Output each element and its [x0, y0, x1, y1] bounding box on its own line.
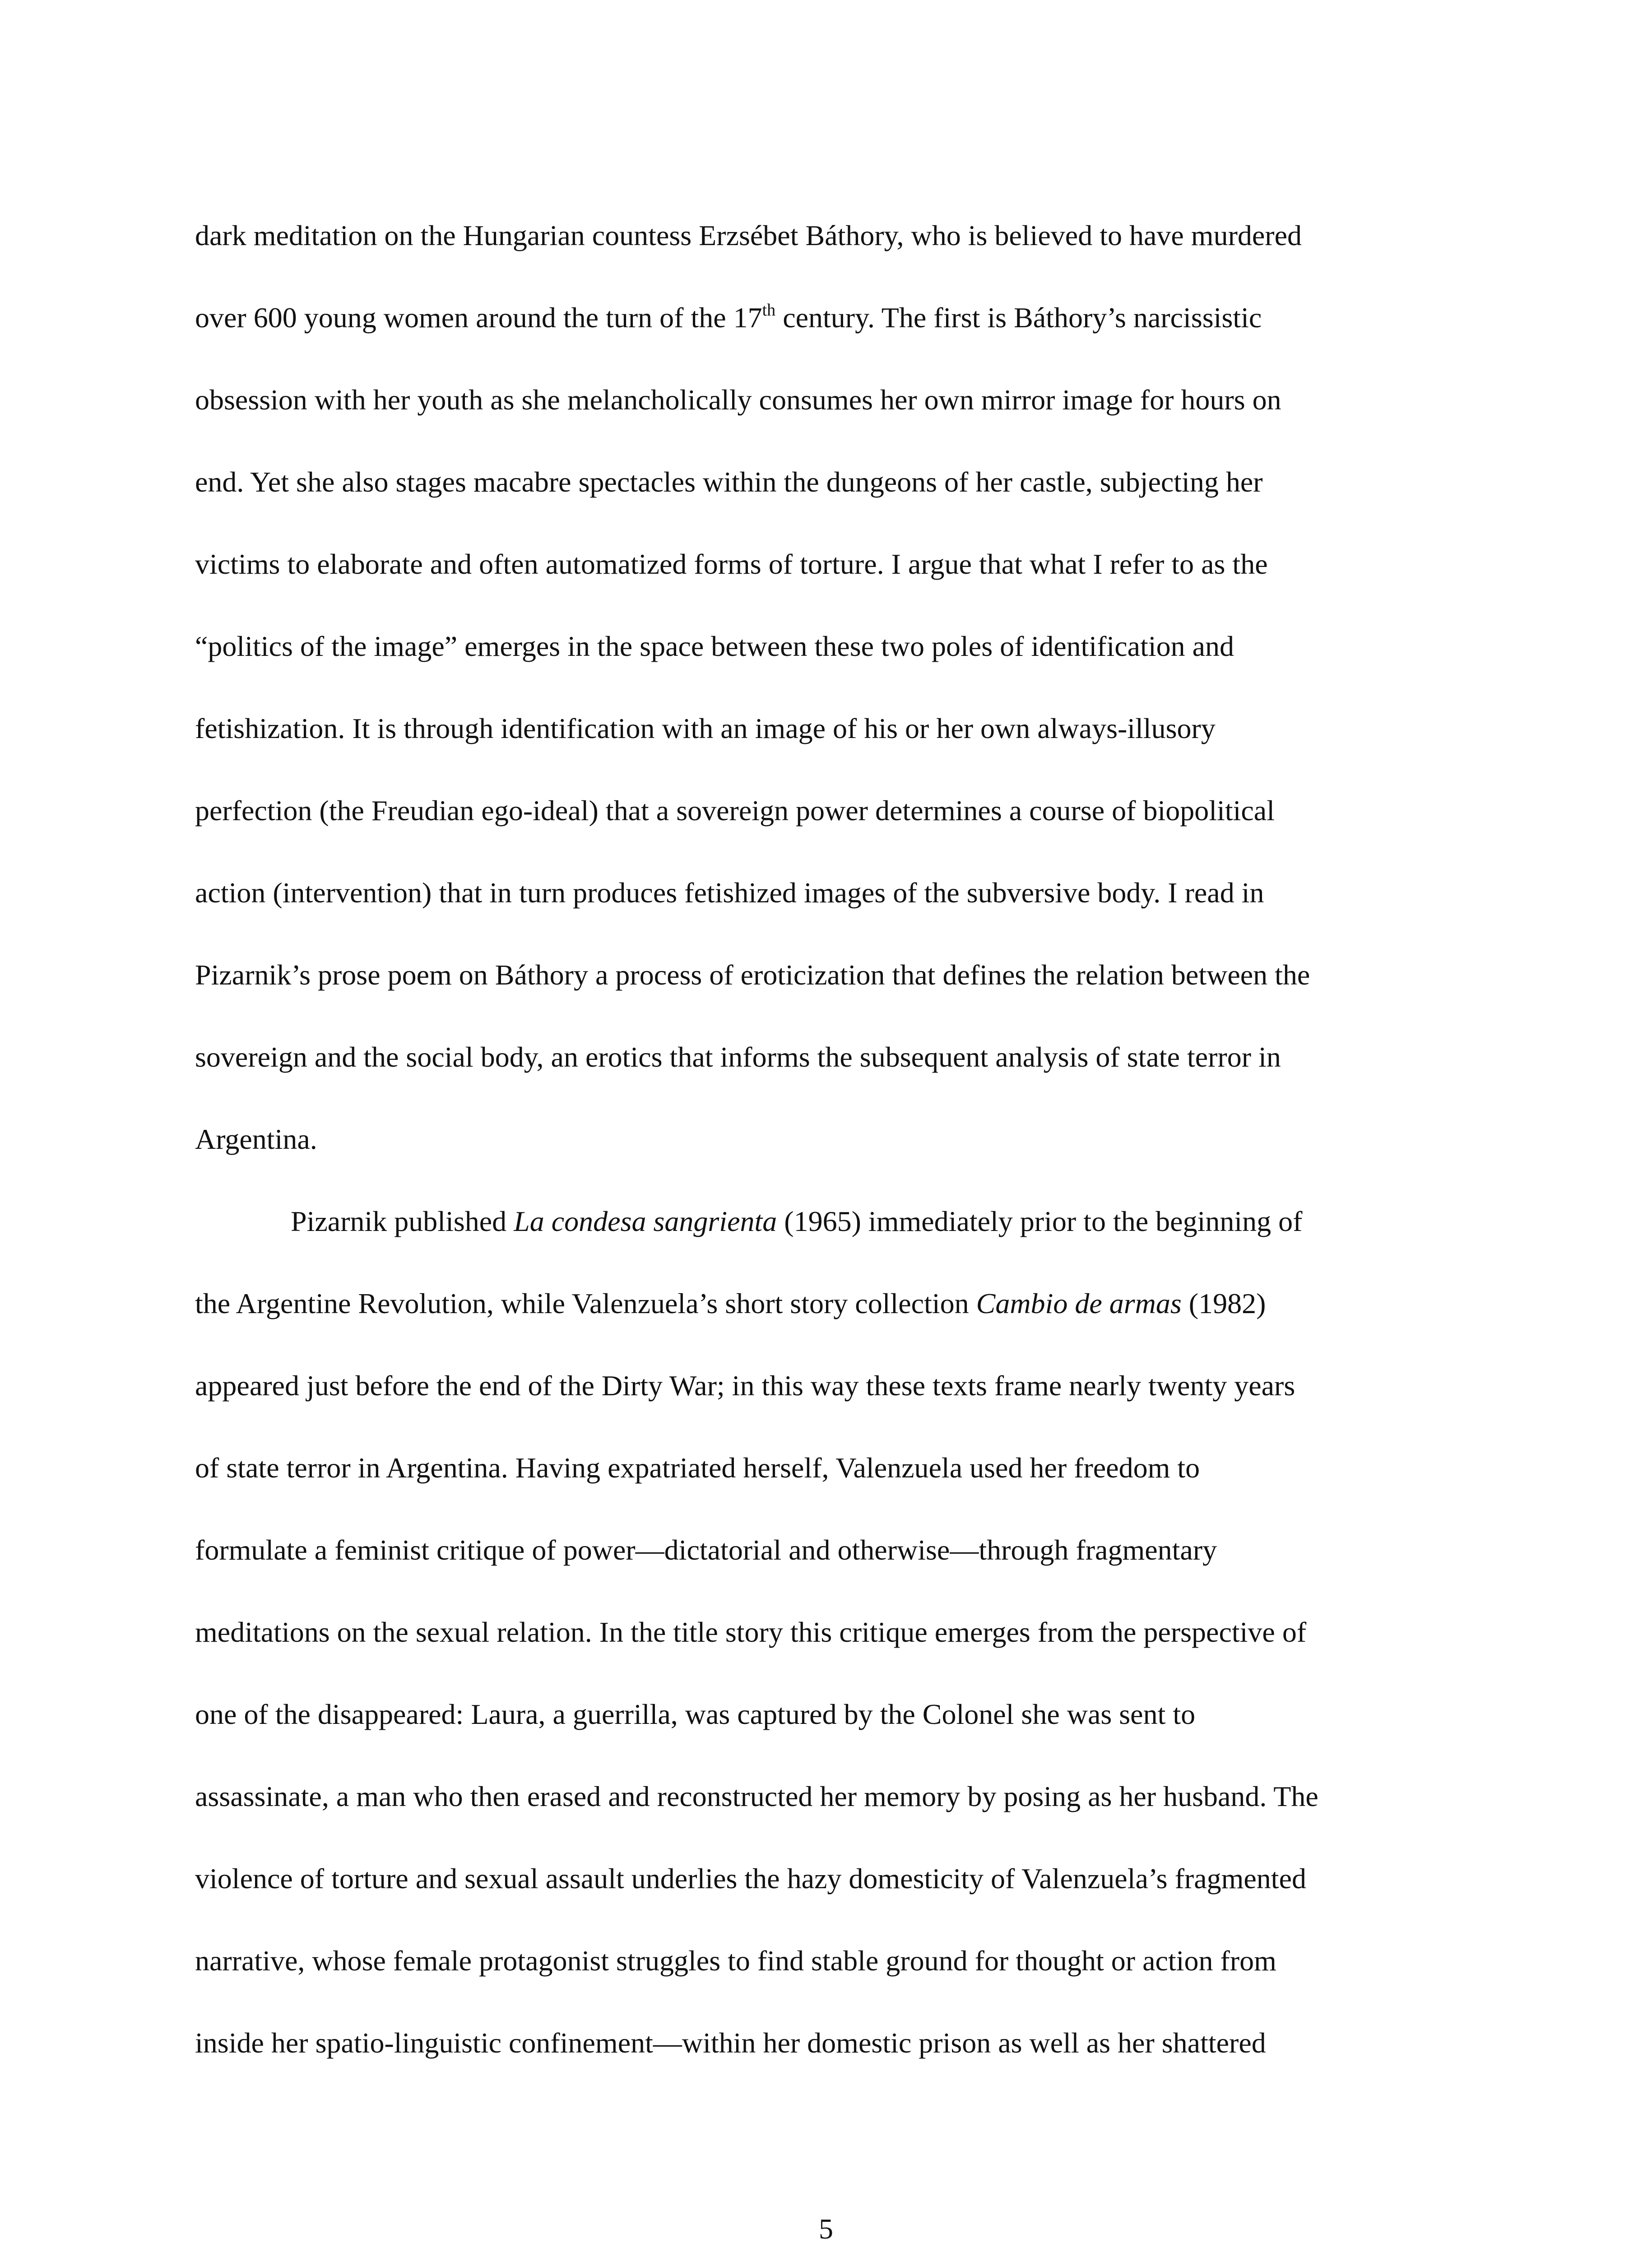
line-text: violence of torture and sexual assault underlies the hazy domesticity of Valenzuela’s fragmented	[195, 1862, 1306, 1895]
line-text: (1982)	[1181, 1287, 1266, 1319]
book-title: Cambio de armas	[976, 1287, 1182, 1319]
line-text: sovereign and the social body, an erotics that informs the subsequent analysis of state terror in	[195, 1041, 1281, 1073]
superscript-th: th	[762, 301, 776, 320]
text-line	[195, 870, 1459, 952]
line-text: Pizarnik’s prose poem on Báthory a process of eroticization that defines the relation between the	[195, 959, 1310, 991]
line-text: meditations on the sexual relation. In the title story this critique emerges from the perspective of	[195, 1616, 1307, 1648]
text-line	[195, 460, 1459, 542]
text-line	[195, 2020, 1459, 2103]
text-line	[195, 1610, 1459, 1692]
text-line	[195, 295, 1459, 377]
text-line	[195, 1199, 1459, 1281]
text-line	[195, 542, 1459, 624]
line-text: one of the disappeared: Laura, a guerrilla, was captured by the Colonel she was sent to	[195, 1698, 1196, 1730]
line-text: dark meditation on the Hungarian countess Erzsébet Báthory, who is believed to have murdered	[195, 219, 1302, 251]
text-line	[195, 1281, 1459, 1363]
text-line	[195, 788, 1459, 870]
text-line	[195, 1528, 1459, 1610]
line-text: narrative, whose female protagonist struggles to find stable ground for thought or action from	[195, 1945, 1276, 1977]
text-line	[195, 1856, 1459, 1938]
line-text: inside her spatio-linguistic confinement—within her domestic prison as well as her shattered	[195, 2027, 1266, 2059]
text-line	[195, 624, 1459, 706]
line-text: obsession with her youth as she melancholically consumes her own mirror image for hours on	[195, 384, 1281, 416]
line-text: (1965) immediately prior to the beginning of	[777, 1205, 1303, 1237]
book-title: La condesa sangrienta	[514, 1205, 777, 1237]
line-text: Pizarnik published	[291, 1205, 514, 1237]
text-line	[195, 1035, 1459, 1117]
line-text: appeared just before the end of the Dirty War; in this way these texts frame nearly twenty years	[195, 1370, 1295, 1402]
line-text: Argentina.	[195, 1123, 317, 1155]
line-text: “politics of the image” emerges in the space between these two poles of identification and	[195, 630, 1234, 662]
body-text	[195, 213, 1459, 2103]
line-text: formulate a feminist critique of power—dictatorial and otherwise—through fragmentary	[195, 1534, 1217, 1566]
text-line	[195, 1692, 1459, 1774]
page-number: 5	[819, 2213, 833, 2245]
line-text: victims to elaborate and often automatized forms of torture. I argue that what I refer to as the	[195, 548, 1268, 580]
line-text: action (intervention) that in turn produces fetishized images of the subversive body. I read in	[195, 877, 1264, 909]
line-text: fetishization. It is through identification with an image of his or her own always-illusory	[195, 712, 1216, 744]
line-text: end. Yet she also stages macabre spectacles within the dungeons of her castle, subjecting her	[195, 466, 1263, 498]
text-line	[195, 1363, 1459, 1445]
text-line	[195, 213, 1459, 295]
line-text: assassinate, a man who then erased and reconstructed her memory by posing as her husband. The	[195, 1780, 1318, 1812]
text-line	[195, 952, 1459, 1035]
line-text: the Argentine Revolution, while Valenzuela’s short story collection	[195, 1287, 976, 1319]
line-text: over 600 young women around the turn of the 17	[195, 302, 762, 334]
line-text: perfection (the Freudian ego-ideal) that a sovereign power determines a course of biopolitical	[195, 794, 1275, 827]
text-line	[195, 1445, 1459, 1528]
text-line	[195, 377, 1459, 460]
line-text: century. The first is Báthory’s narcissistic	[775, 302, 1262, 334]
text-line	[195, 1117, 1459, 1199]
text-line	[195, 1938, 1459, 2020]
line-text: of state terror in Argentina. Having expatriated herself, Valenzuela used her freedom to	[195, 1452, 1200, 1484]
text-line	[195, 1774, 1459, 1856]
text-line	[195, 706, 1459, 788]
